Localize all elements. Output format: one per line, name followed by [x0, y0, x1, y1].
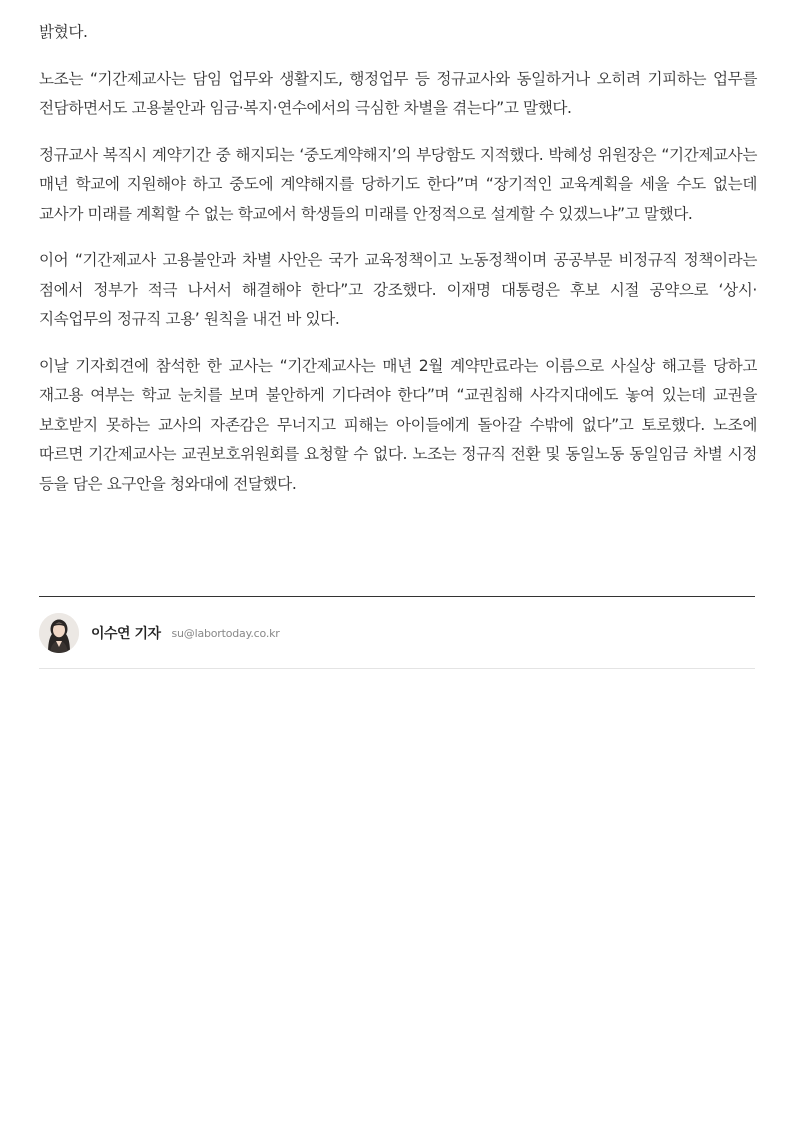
byline — [39, 612, 755, 654]
article-paragraph: 밝혔다. — [39, 23, 88, 41]
author-email[interactable]: su@labortoday.co.kr — [171, 626, 280, 640]
byline-divider — [39, 596, 755, 597]
byline-bottom-border — [39, 668, 755, 669]
article-paragraph: 이날 기자회견에 참석한 한 교사는 “기간제교사는 매년 2월 계약만료라는 이름으로 사실상 해고를 당하고 재고용 여부는 학교 눈치를 보며 불안하게 기다려야 한다”며 “교권침해 사각지대에도 놓여 있는데 교권을 보호받지 못하는 교사의 자존감은 무너지고 피해는 아이들에게 돌아갈 수밖에 없다”고 토로했다. 노조에 따르면 기간제교사는 교권보호위원회를 요청할 수 없다. 노조는 정규직 전환 및 동일노동 동일임금 차별 시정 등을 담은 요구안을 청와대에 전달했다. — [39, 356, 757, 493]
article-body — [39, 18, 757, 516]
reporter-photo-icon — [39, 613, 79, 653]
article-paragraph: 노조는 “기간제교사는 담임 업무와 생활지도, 행정업무 등 정규교사와 동일하거나 오히려 기피하는 업무를 전담하면서도 고용불안과 임금·복지·연수에서의 극심한 차별을 겪는다”고 말했다. — [39, 69, 757, 117]
article-paragraph: 정규교사 복직시 계약기간 중 해지되는 ‘중도계약해지’의 부당함도 지적했다. 박혜성 위원장은 “기간제교사는 매년 학교에 지원해야 하고 중도에 계약해지를 당하기도 한다”며 “장기적인 교육계획을 세울 수도 없는데 교사가 미래를 계획할 수 없는 학교에서 학생들의 미래를 안정적으로 설계할 수 있겠느냐”고 말했다. — [39, 145, 757, 223]
author-name: 이수연 기자 — [91, 626, 161, 642]
article-paragraph: 이어 “기간제교사 고용불안과 차별 사안은 국가 교육정책이고 노동정책이며 공공부문 비정규직 정책이라는 점에서 정부가 적극 나서서 해결해야 한다”고 강조했다. 이재명 대통령은 후보 시절 공약으로 ‘상시·지속업무의 정규직 고용’ 원칙을 내건 바 있다. — [39, 251, 757, 328]
